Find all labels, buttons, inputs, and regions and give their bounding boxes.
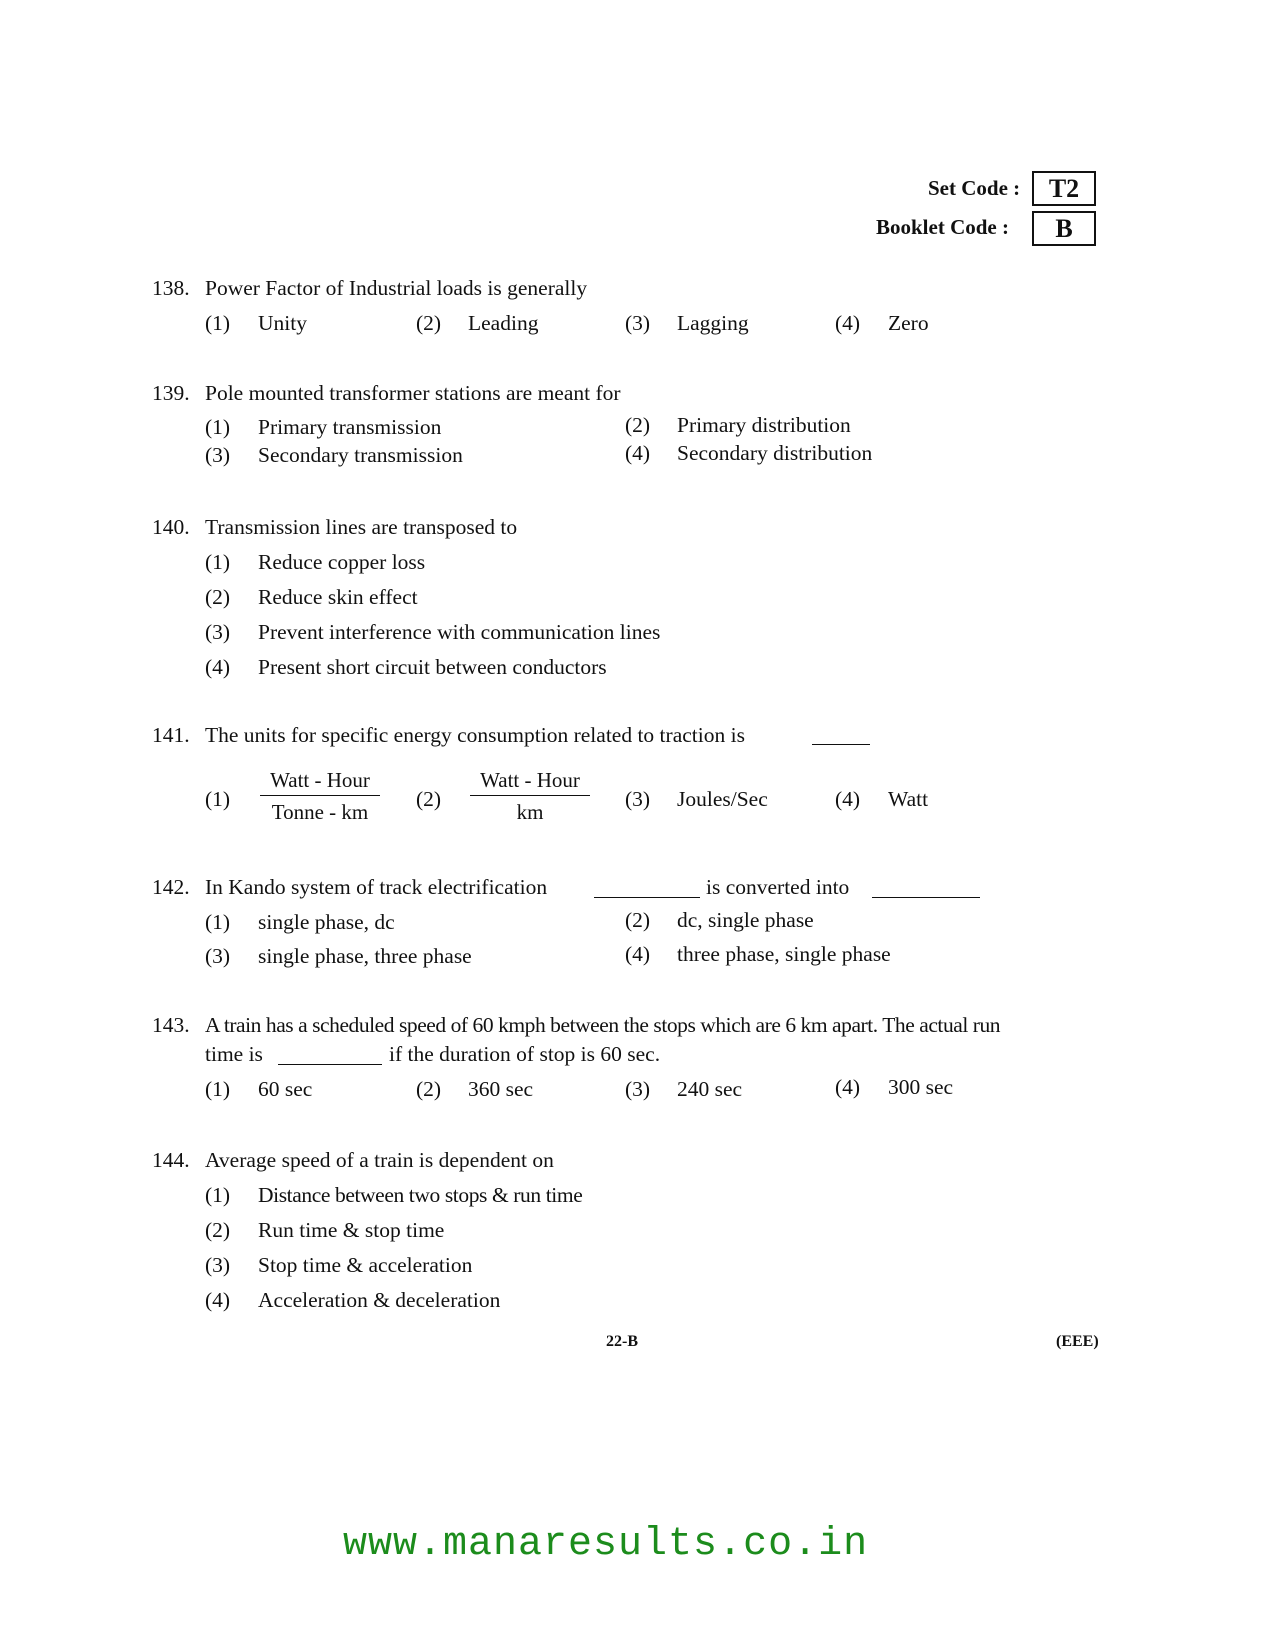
option-text: three phase, single phase: [677, 942, 891, 966]
option-number: (1): [205, 1183, 231, 1207]
subject-code: (EEE): [1056, 1333, 1099, 1350]
option-text: dc, single phase: [677, 908, 814, 932]
set-code-label: Set Code :: [928, 176, 1021, 200]
option-text: 240 sec: [677, 1077, 743, 1101]
option-text: Stop time & acceleration: [258, 1253, 473, 1277]
option-text: Watt: [888, 787, 929, 811]
option-text: 360 sec: [468, 1077, 534, 1101]
answer-blank: [872, 897, 980, 898]
option-number: (1): [205, 787, 231, 811]
option-text: Joules/Sec: [677, 787, 768, 811]
option-number: (1): [205, 415, 231, 439]
option-text: Reduce copper loss: [258, 550, 426, 574]
option-number: (4): [205, 1288, 231, 1312]
option-number: (3): [205, 944, 231, 968]
option-number: (2): [625, 908, 651, 932]
question-text: if the duration of stop is 60 sec.: [389, 1042, 661, 1066]
option-text: Reduce skin effect: [258, 585, 418, 609]
option-number: (2): [205, 1218, 231, 1242]
question-number: 144.: [152, 1148, 190, 1172]
answer-blank: [594, 897, 700, 898]
question-text: In Kando system of track electrification: [205, 875, 548, 899]
option-text: Unity: [258, 311, 307, 335]
option-number: (4): [835, 1075, 861, 1099]
option-number: (2): [416, 1077, 442, 1101]
set-code-box: T2: [1032, 171, 1096, 206]
watermark-url: www.manaresults.co.in: [343, 1522, 869, 1567]
question-number: 139.: [152, 381, 190, 405]
option-number: (1): [205, 1077, 231, 1101]
option-text: Leading: [468, 311, 539, 335]
question-text: Power Factor of Industrial loads is generally: [205, 276, 588, 300]
booklet-code-box: B: [1032, 211, 1096, 246]
option-number: (3): [205, 620, 231, 644]
option-number: (1): [205, 311, 231, 335]
question-text: time is: [205, 1042, 263, 1066]
question-text: A train has a scheduled speed of 60 kmph between the stops which are 6 km apart. The actual run: [205, 1013, 1001, 1037]
option-text: Prevent interference with communication lines: [258, 620, 661, 644]
answer-blank: [278, 1064, 382, 1065]
question-number: 140.: [152, 515, 190, 539]
question-text: The units for specific energy consumption related to traction is: [205, 723, 745, 747]
option-text: Present short circuit between conductors: [258, 655, 607, 679]
option-text: Lagging: [677, 311, 749, 335]
question-text: Transmission lines are transposed to: [205, 515, 518, 539]
option-text: Secondary distribution: [677, 441, 873, 465]
option-text: Run time & stop time: [258, 1218, 445, 1242]
option-text: 60 sec: [258, 1077, 313, 1101]
fraction-numerator: Watt - Hour: [470, 768, 590, 796]
option-text: single phase, dc: [258, 910, 395, 934]
option-text: Secondary transmission: [258, 443, 463, 467]
fraction-numerator: Watt - Hour: [260, 768, 380, 796]
option-number: (3): [205, 1253, 231, 1277]
option-number: (2): [625, 413, 651, 437]
fraction-option-1: [260, 768, 380, 825]
option-number: (1): [205, 550, 231, 574]
question-text: Pole mounted transformer stations are meant for: [205, 381, 621, 405]
option-number: (3): [625, 311, 651, 335]
fraction-denominator: Tonne - km: [271, 800, 369, 824]
option-number: (4): [205, 655, 231, 679]
option-number: (2): [205, 585, 231, 609]
question-number: 142.: [152, 875, 190, 899]
answer-blank: [812, 744, 870, 745]
option-text: Zero: [888, 311, 929, 335]
question-number: 138.: [152, 276, 190, 300]
option-number: (1): [205, 910, 231, 934]
booklet-code-label: Booklet Code :: [876, 215, 1009, 239]
option-text: single phase, three phase: [258, 944, 472, 968]
option-number: (3): [205, 443, 231, 467]
fraction-denominator: km: [516, 800, 544, 824]
question-number: 141.: [152, 723, 190, 747]
option-number: (2): [416, 787, 442, 811]
question-number: 143.: [152, 1013, 190, 1037]
option-text: Primary distribution: [677, 413, 851, 437]
option-number: (2): [416, 311, 442, 335]
option-number: (4): [625, 942, 651, 966]
option-number: (4): [625, 441, 651, 465]
option-number: (4): [835, 787, 861, 811]
question-text: Average speed of a train is dependent on: [205, 1148, 554, 1172]
page-number: 22-B: [606, 1333, 638, 1350]
question-text: is converted into: [706, 875, 850, 899]
option-text: Primary transmission: [258, 415, 442, 439]
option-text: Distance between two stops & run time: [258, 1183, 583, 1207]
option-number: (3): [625, 1077, 651, 1101]
fraction-option-2: [470, 768, 590, 825]
option-text: Acceleration & deceleration: [258, 1288, 501, 1312]
option-text: 300 sec: [888, 1075, 954, 1099]
option-number: (3): [625, 787, 651, 811]
option-number: (4): [835, 311, 861, 335]
